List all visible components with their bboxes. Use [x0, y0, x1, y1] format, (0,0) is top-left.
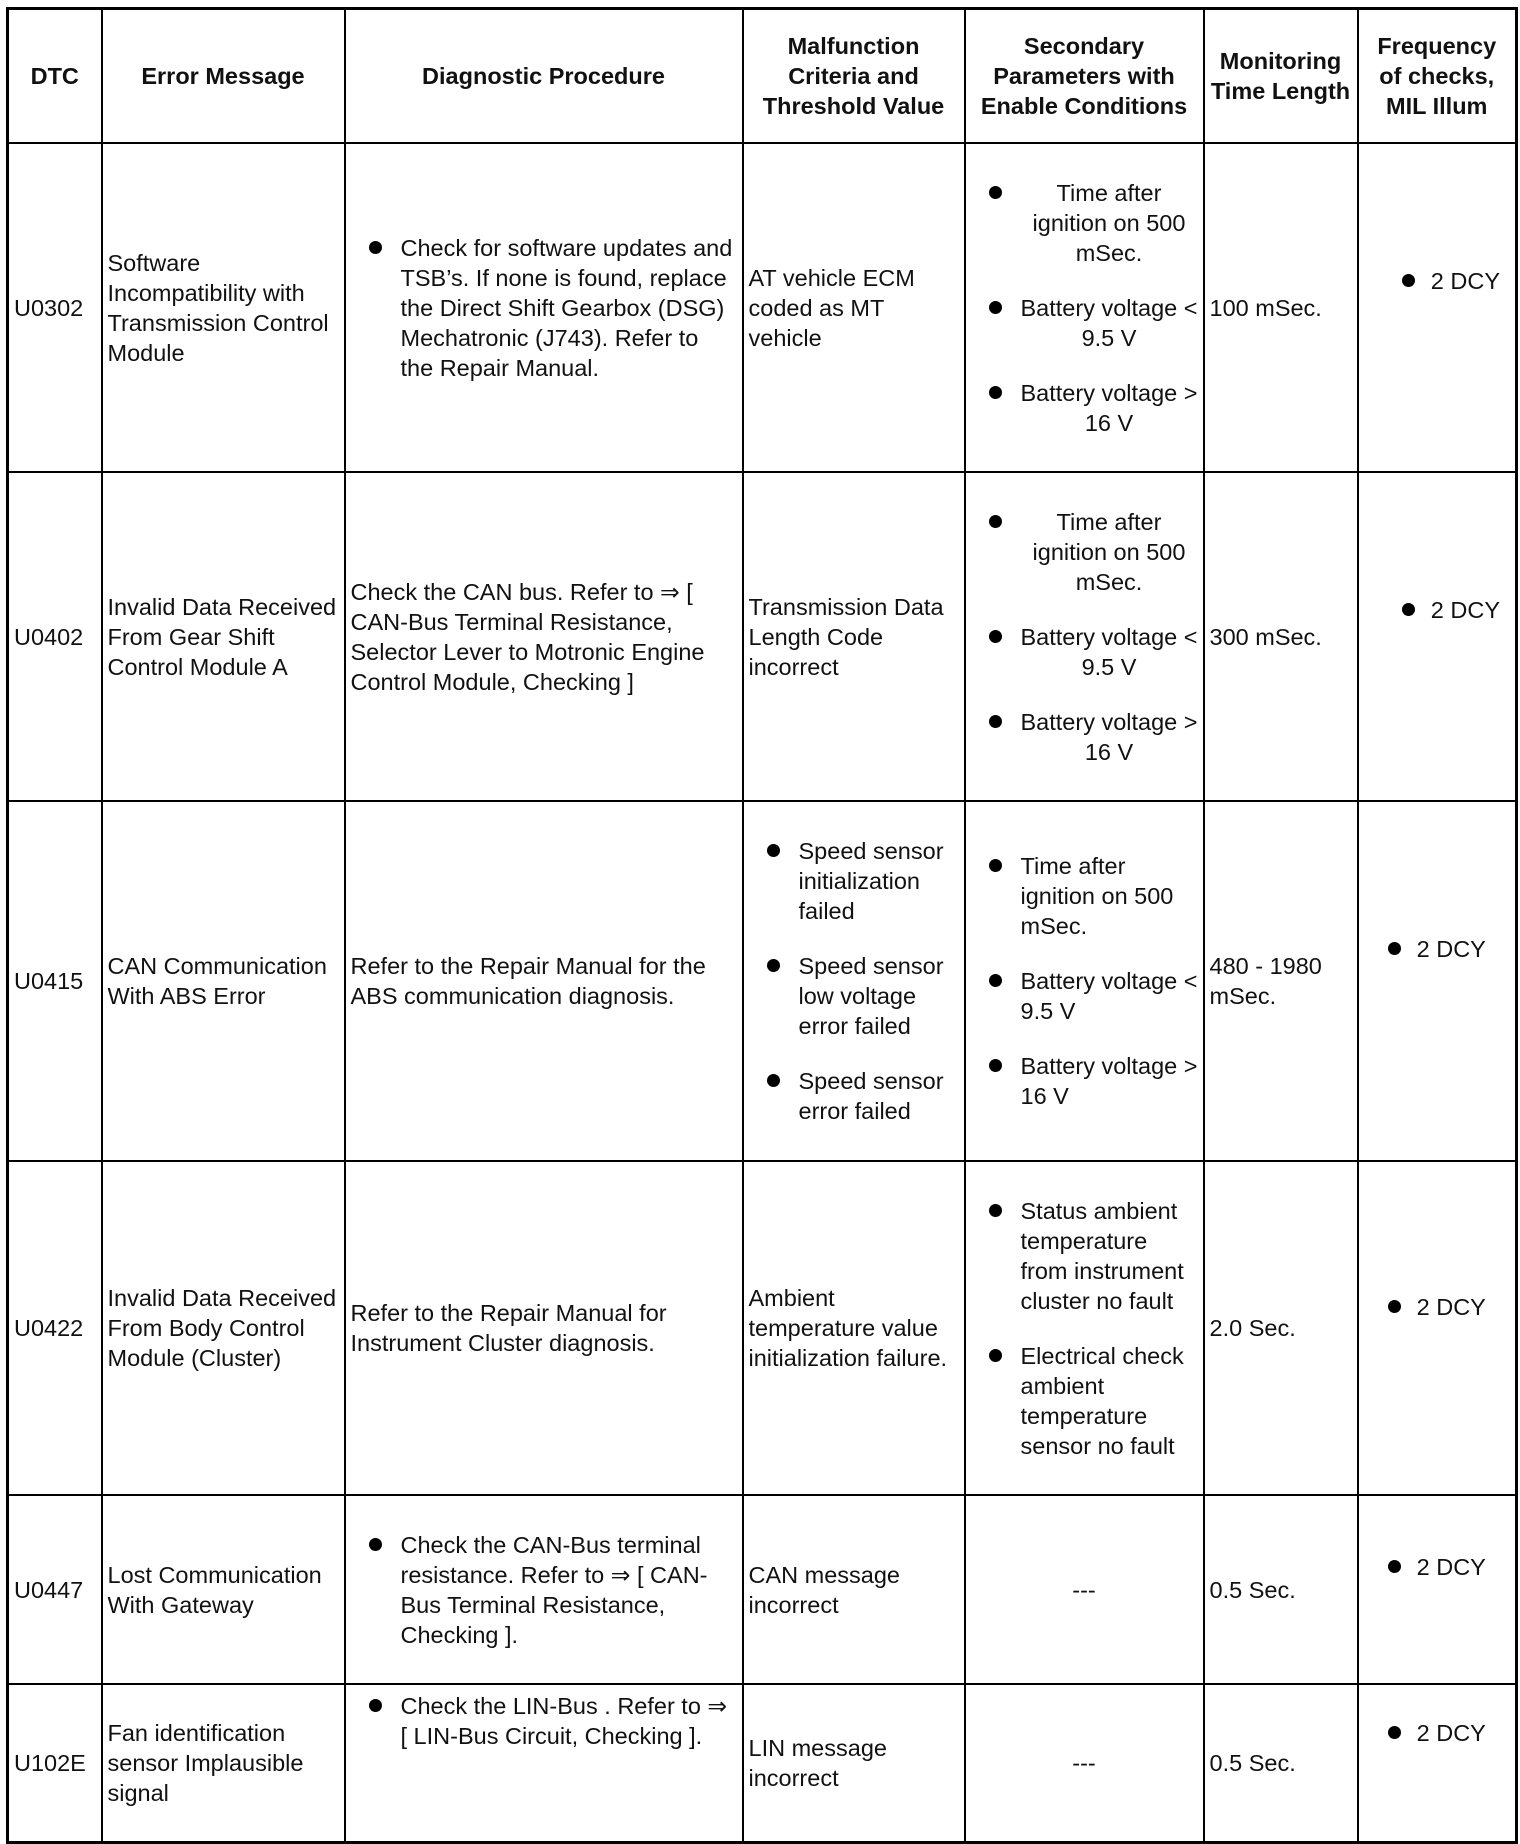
list-item: Battery voltage > 16 V	[971, 378, 1198, 438]
table-row	[8, 801, 1517, 1161]
bullet-icon	[767, 959, 780, 972]
monitoring-time: 0.5 Sec.	[1204, 1495, 1358, 1684]
monitoring-time: 0.5 Sec.	[1204, 1684, 1358, 1842]
list-item: Check the LIN-Bus . Refer to ⇒ [ LIN-Bus Circuit, Checking ].	[351, 1691, 737, 1751]
secondary-parameters	[965, 801, 1204, 1161]
bullet-icon	[369, 241, 382, 254]
diagnostic-procedure	[345, 1495, 743, 1684]
list-item: 2 DCY	[1364, 1718, 1511, 1748]
header-dtc: DTC	[8, 9, 102, 144]
dtc-table	[6, 7, 1518, 1844]
monitoring-time: 100 mSec.	[1204, 143, 1358, 472]
bullet-icon	[1388, 942, 1401, 955]
list-item: Check for software updates and TSB’s. If none is found, replace the Direct Shift Gearbox (DSG) Mechatronic (J743). Refer to the Repair Manual.	[351, 233, 737, 383]
monitoring-time: 300 mSec.	[1204, 472, 1358, 801]
bullet-icon	[767, 844, 780, 857]
header-frequency: Frequency of checks, MIL Illum	[1358, 9, 1517, 144]
dtc-code: U0402	[8, 472, 102, 801]
bullet-icon	[1388, 1300, 1401, 1313]
bullet-icon	[369, 1699, 382, 1712]
frequency	[1358, 1495, 1517, 1684]
list-item: 2 DCY	[1364, 1552, 1511, 1582]
malfunction-criteria: Ambient temperature value initialization failure.	[743, 1161, 965, 1495]
list-item: Speed sensor initialization failed	[749, 836, 959, 926]
malfunction-criteria: AT vehicle ECM coded as MT vehicle	[743, 143, 965, 472]
secondary-parameters: ---	[965, 1684, 1204, 1842]
secondary-parameters	[965, 143, 1204, 472]
list-item: Time after ignition on 500 mSec.	[971, 507, 1198, 597]
bullet-icon	[1402, 274, 1415, 287]
list-item: Speed sensor error failed	[749, 1066, 959, 1126]
dtc-code: U0447	[8, 1495, 102, 1684]
malfunction-criteria: Transmission Data Length Code incorrect	[743, 472, 965, 801]
malfunction-criteria	[743, 801, 965, 1161]
bullet-icon	[989, 186, 1002, 199]
bullet-icon	[1388, 1560, 1401, 1573]
dtc-code: U0422	[8, 1161, 102, 1495]
list-item: Check the CAN-Bus terminal resistance. Refer to ⇒ [ CAN-Bus Terminal Resistance, Checking ].	[351, 1530, 737, 1650]
list-item: Electrical check ambient temperature sensor no fault	[971, 1341, 1198, 1461]
malfunction-criteria: LIN message incorrect	[743, 1684, 965, 1842]
list-item: 2 DCY	[1364, 934, 1511, 964]
error-message: Invalid Data Received From Body Control Module (Cluster)	[102, 1161, 345, 1495]
bullet-icon	[989, 715, 1002, 728]
table-row	[8, 472, 1517, 801]
diagnostic-procedure	[345, 143, 743, 472]
header-row	[8, 9, 1517, 144]
bullet-icon	[369, 1538, 382, 1551]
diagnostic-procedure: Refer to the Repair Manual for the ABS communication diagnosis.	[345, 801, 743, 1161]
secondary-parameters	[965, 1161, 1204, 1495]
bullet-icon	[989, 859, 1002, 872]
list-item: Battery voltage < 9.5 V	[971, 966, 1198, 1026]
malfunction-criteria: CAN message incorrect	[743, 1495, 965, 1684]
list-item: Battery voltage > 16 V	[971, 1051, 1198, 1111]
list-item: 2 DCY	[1364, 1292, 1511, 1322]
header-diagnostic-procedure: Diagnostic Procedure	[345, 9, 743, 144]
error-message: CAN Communication With ABS Error	[102, 801, 345, 1161]
list-item: Status ambient temperature from instrument cluster no fault	[971, 1196, 1198, 1316]
frequency	[1358, 143, 1517, 472]
diagnostic-procedure: Check the CAN bus. Refer to ⇒ [ CAN-Bus Terminal Resistance, Selector Lever to Motronic Engine Control Module, Checking ]	[345, 472, 743, 801]
list-item: Battery voltage < 9.5 V	[971, 293, 1198, 353]
header-error-message: Error Message	[102, 9, 345, 144]
list-item: Speed sensor low voltage error failed	[749, 951, 959, 1041]
header-malfunction-criteria: Malfunction Criteria and Threshold Value	[743, 9, 965, 144]
bullet-icon	[989, 1349, 1002, 1362]
bullet-icon	[1402, 603, 1415, 616]
table-row	[8, 1161, 1517, 1495]
monitoring-time: 2.0 Sec.	[1204, 1161, 1358, 1495]
bullet-icon	[767, 1074, 780, 1087]
bullet-icon	[989, 630, 1002, 643]
monitoring-time: 480 - 1980 mSec.	[1204, 801, 1358, 1161]
list-item: Time after ignition on 500 mSec.	[971, 178, 1198, 268]
dtc-code: U0302	[8, 143, 102, 472]
list-item: 2 DCY	[1364, 266, 1511, 296]
table-row	[8, 143, 1517, 472]
error-message: Software Incompatibility with Transmission Control Module	[102, 143, 345, 472]
list-item: 2 DCY	[1364, 595, 1511, 625]
header-secondary-parameters: Secondary Parameters with Enable Conditions	[965, 9, 1204, 144]
secondary-parameters: ---	[965, 1495, 1204, 1684]
table-row	[8, 1495, 1517, 1684]
bullet-icon	[989, 1059, 1002, 1072]
bullet-icon	[989, 386, 1002, 399]
bullet-icon	[989, 515, 1002, 528]
error-message: Fan identification sensor Implausible signal	[102, 1684, 345, 1842]
list-item: Battery voltage < 9.5 V	[971, 622, 1198, 682]
list-item: Time after ignition on 500 mSec.	[971, 851, 1198, 941]
frequency	[1358, 1161, 1517, 1495]
table-row	[8, 1684, 1517, 1842]
bullet-icon	[989, 1204, 1002, 1217]
secondary-parameters	[965, 472, 1204, 801]
dtc-code: U102E	[8, 1684, 102, 1842]
bullet-icon	[989, 974, 1002, 987]
list-item: Battery voltage > 16 V	[971, 707, 1198, 767]
frequency	[1358, 801, 1517, 1161]
diagnostic-procedure	[345, 1684, 743, 1842]
error-message: Invalid Data Received From Gear Shift Control Module A	[102, 472, 345, 801]
frequency	[1358, 472, 1517, 801]
frequency	[1358, 1684, 1517, 1842]
dtc-code: U0415	[8, 801, 102, 1161]
header-monitoring-time: Monitoring Time Length	[1204, 9, 1358, 144]
error-message: Lost Communication With Gateway	[102, 1495, 345, 1684]
bullet-icon	[1388, 1726, 1401, 1739]
bullet-icon	[989, 301, 1002, 314]
diagnostic-procedure: Refer to the Repair Manual for Instrument Cluster diagnosis.	[345, 1161, 743, 1495]
